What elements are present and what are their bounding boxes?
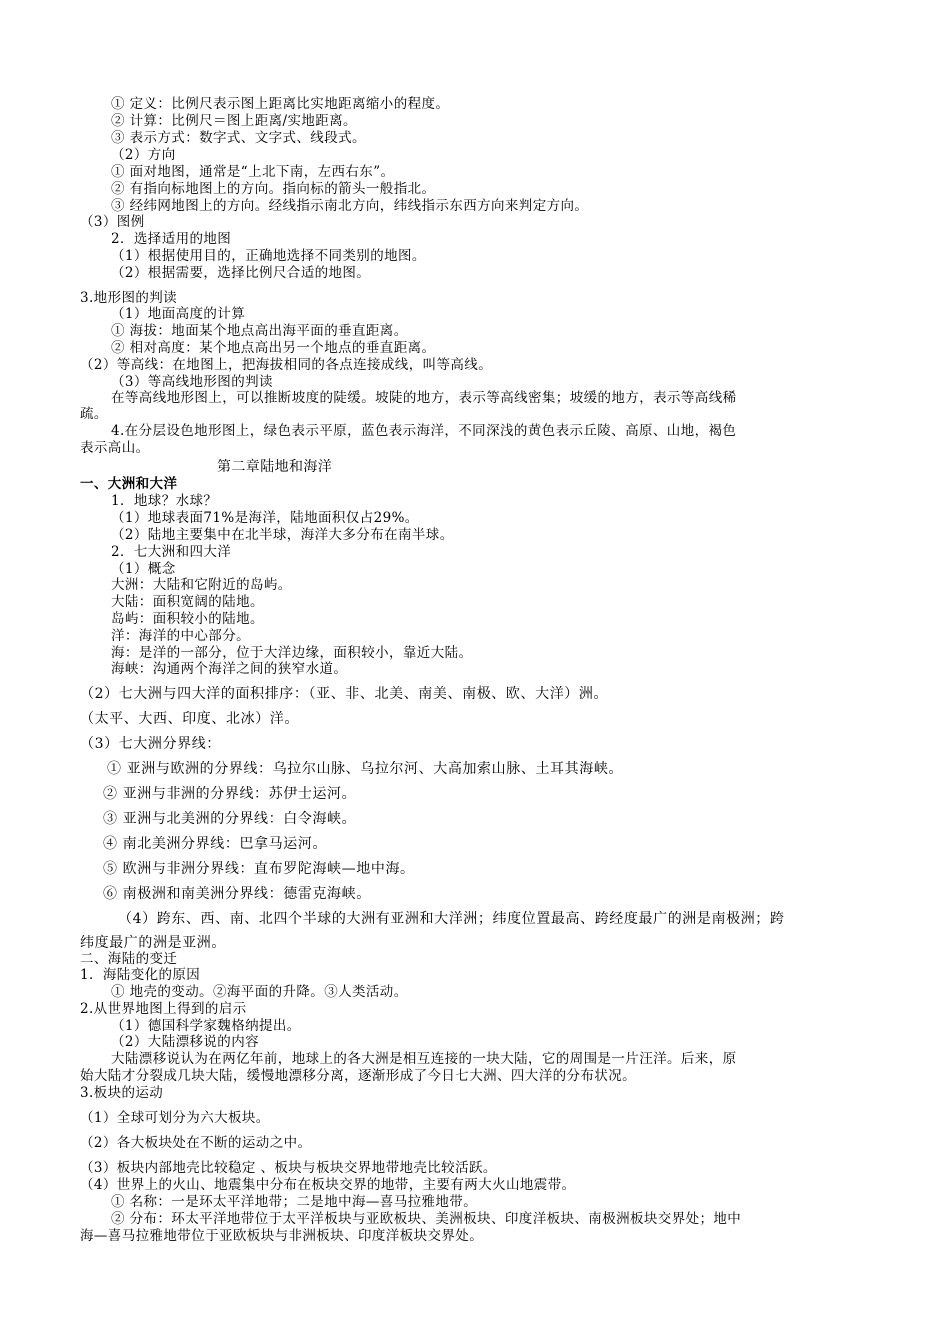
text-line: 海：是洋的一部分，位于大洋边缘，面积较小，靠近大陆。 bbox=[111, 645, 473, 661]
text-line: 大陆漂移说认为在两亿年前，地球上的各大洲是相互连接的一块大陆，它的周围是一片汪洋。后来，原 bbox=[111, 1051, 737, 1067]
text-line: ⑤ 欧洲与非洲分界线：直布罗陀海峡—地中海。 bbox=[103, 861, 415, 877]
text-line: （太平、大西、印度、北冰）洋。 bbox=[80, 711, 299, 727]
text-line: （4）世界上的火山、地震集中分布在板块交界的地带，主要有两大火山地震带。 bbox=[80, 1177, 576, 1193]
text-line: 岛屿：面积较小的陆地。 bbox=[111, 611, 264, 627]
text-line: ② 相对高度：某个地点高出另一个地点的垂直距离。 bbox=[111, 340, 436, 356]
text-line: 2.从世界地图上得到的启示 bbox=[80, 1001, 247, 1017]
text-line: ④ 南北美洲分界线：巴拿马运河。 bbox=[103, 836, 328, 852]
text-line: ① 定义：比例尺表示图上距离比实地距离缩小的程度。 bbox=[111, 96, 450, 112]
text-line: （2）陆地主要集中在北半球，海洋大多分布在南半球。 bbox=[111, 527, 454, 543]
text-line: 表示高山。 bbox=[80, 440, 150, 456]
text-line: （2）等高线：在地图上，把海拔相同的各点连接成线，叫等高线。 bbox=[80, 357, 493, 373]
section-heading: 一、大洲和大洋 bbox=[80, 476, 178, 492]
section-heading: 3.地形图的判读 bbox=[80, 290, 178, 306]
text-line: 2．七大洲和四大洋 bbox=[111, 544, 232, 560]
text-line: ② 有指向标地图上的方向。指向标的箭头一般指北。 bbox=[111, 181, 436, 197]
text-line: （2）根据需要，选择比例尺合适的地图。 bbox=[111, 265, 371, 281]
section-heading: 二、海陆的变迁 bbox=[80, 951, 178, 967]
text-line: 始大陆才分裂成几块大陆，缓慢地漂移分离，逐渐形成了今日七大洲、四大洋的分布状况。 bbox=[80, 1068, 636, 1084]
text-line: 2．选择适用的地图 bbox=[111, 231, 232, 247]
text-line: ① 亚洲与欧洲的分界线：乌拉尔山脉、乌拉尔河、大高加索山脉、土耳其海峡。 bbox=[107, 761, 624, 777]
text-line: （1）根据使用目的，正确地选择不同类别的地图。 bbox=[111, 248, 426, 264]
text-line: ③ 经纬网地图上的方向。经线指示南北方向，纬线指示东西方向来判定方向。 bbox=[111, 198, 589, 214]
text-line: （2）大陆漂移说的内容 bbox=[111, 1034, 259, 1050]
text-line: 海峡：沟通两个海洋之间的狭窄水道。 bbox=[111, 661, 348, 677]
text-line: ① 地壳的变动。②海平面的升降。③人类活动。 bbox=[111, 984, 408, 1000]
section-heading: 3.板块的运动 bbox=[80, 1085, 164, 1101]
text-line: ② 亚洲与非洲的分界线：苏伊士运河。 bbox=[103, 786, 357, 802]
text-line: ⑥ 南极洲和南美洲分界线：德雷克海峡。 bbox=[103, 886, 371, 902]
text-line: （3）七大洲分界线： bbox=[80, 736, 221, 752]
text-line: （3）板块内部地壳比较稳定 、板块与板块交界地带地壳比较活跃。 bbox=[80, 1160, 497, 1176]
text-line: ② 计算：比例尺＝图上距离/实地距离。 bbox=[111, 113, 357, 129]
text-line: 1．海陆变化的原因 bbox=[80, 967, 201, 983]
text-line: （1）概念 bbox=[111, 561, 176, 577]
text-line: 4.在分层设色地形图上，绿色表示平原，蓝色表示海洋，不同深浅的黄色表示丘陵、高原、山地，褐色 bbox=[111, 423, 737, 439]
text-line: ② 分布：环太平洋地带位于太平洋板块与亚欧板块、美洲板块、印度洋板块、南极洲板块交界处；地中 bbox=[111, 1211, 742, 1227]
text-line: 在等高线地形图上，可以推断坡度的陡缓。坡陡的地方，表示等高线密集；坡缓的地方，表示等高线稀 bbox=[111, 390, 737, 406]
text-line: （1）全球可划分为六大板块。 bbox=[80, 1110, 270, 1126]
text-line: （3）图例 bbox=[80, 214, 145, 230]
text-line: ① 名称：一是环太平洋地带；二是地中海—喜马拉雅地带。 bbox=[111, 1194, 478, 1210]
text-line: （2）方向 bbox=[111, 147, 176, 163]
text-line: ③ 表示方式：数字式、文字式、线段式。 bbox=[111, 130, 366, 146]
text-line: （1）德国科学家魏格纳提出。 bbox=[111, 1018, 301, 1034]
text-line: ① 海拔：地面某个地点高出海平面的垂直距离。 bbox=[111, 323, 408, 339]
text-line: （1）地面高度的计算 bbox=[111, 306, 246, 322]
text-line: （2）七大洲与四大洋的面积排序：（亚、非、北美、南美、南极、欧、大洋）洲。 bbox=[80, 686, 609, 702]
chapter-title: 第二章陆地和海洋 bbox=[217, 459, 333, 475]
text-line: 1．地球？水球？ bbox=[111, 493, 218, 509]
text-line: ① 面对地图，通常是“上北下南，左西右东”。 bbox=[111, 164, 395, 180]
text-line: 大洲：大陆和它附近的岛屿。 bbox=[111, 577, 292, 593]
text-line: （2）各大板块处在不断的运动之中。 bbox=[80, 1135, 312, 1151]
text-line: 洋：海洋的中心部分。 bbox=[111, 628, 250, 644]
text-line: （1）地球表面71%是海洋，陆地面积仅占29%。 bbox=[111, 510, 419, 526]
text-line: 疏。 bbox=[80, 406, 108, 422]
text-line: （3）等高线地形图的判读 bbox=[111, 374, 273, 390]
text-line: ③ 亚洲与北美洲的分界线：白令海峡。 bbox=[103, 811, 357, 827]
text-line: 纬度最广的洲是亚洲。 bbox=[80, 935, 226, 951]
text-line: 海—喜马拉雅地带位于亚欧板块与非洲板块、印度洋板块交界处。 bbox=[80, 1228, 484, 1244]
text-line: 大陆：面积宽阔的陆地。 bbox=[111, 594, 264, 610]
text-line: （4）跨东、西、南、北四个半球的大洲有亚洲和大洋洲；纬度位置最高、跨经度最广的洲是南极洲；跨 bbox=[118, 911, 785, 927]
